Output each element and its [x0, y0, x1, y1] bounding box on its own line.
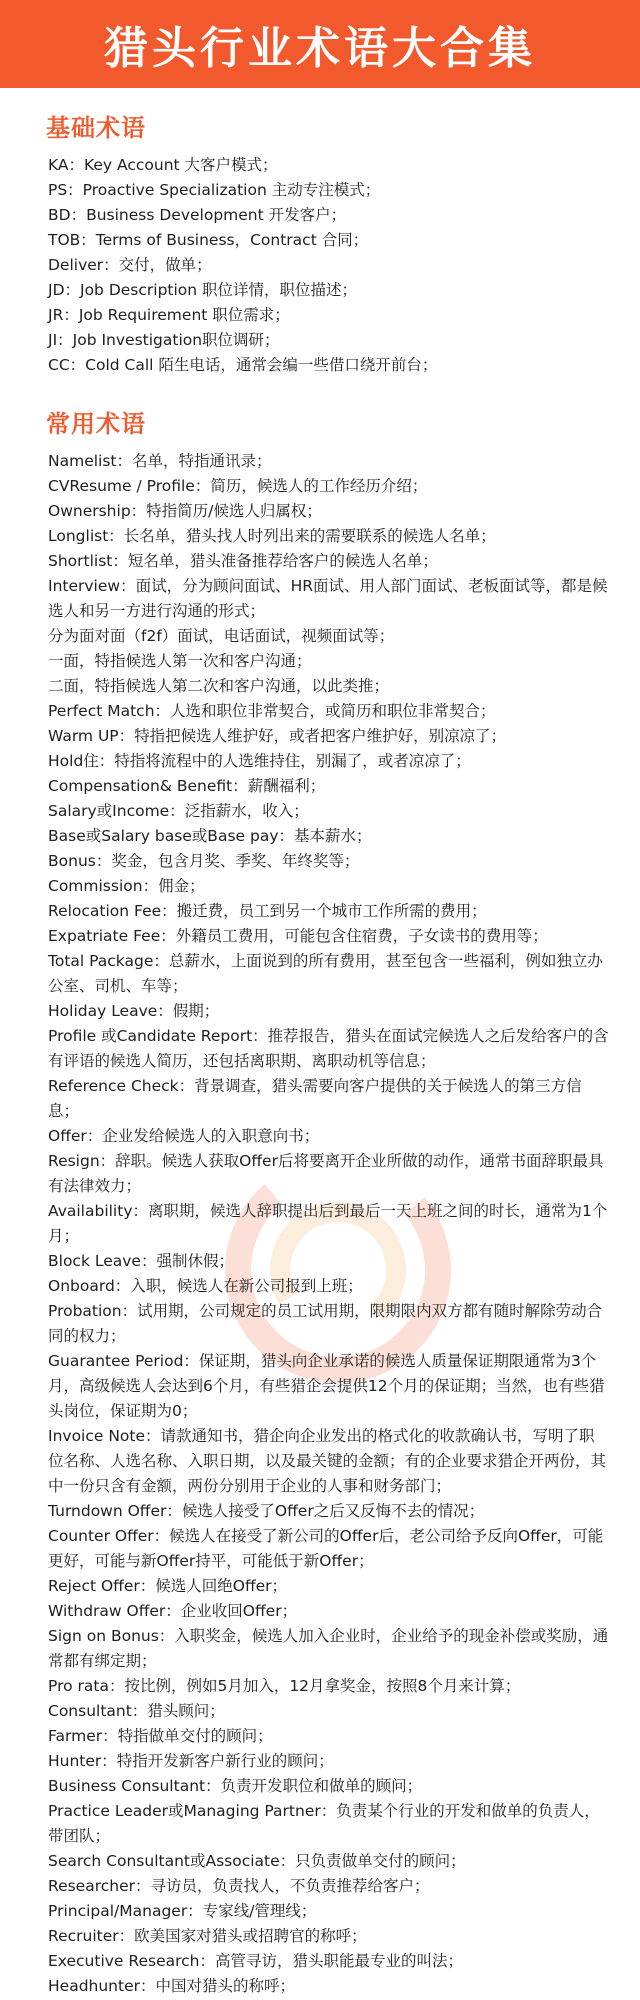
term-entry: Longlist：长名单，猎头找人时列出来的需要联系的候选人名单； [48, 527, 496, 545]
term-entry: Researcher：寻访员，负责找人，不负责推荐给客户； [48, 1877, 430, 1895]
term-entry: JI：Job Investigation职位调研； [48, 331, 280, 349]
section-basic [48, 108, 610, 378]
term-entry: Shortlist：短名单，猎头准备推荐给客户的候选人名单； [48, 552, 438, 570]
term-entry: Withdraw Offer：企业收回Offer； [48, 1602, 298, 1620]
term-entry: CVResume / Profile：简历，候选人的工作经历介绍； [48, 477, 428, 495]
entry-list [48, 153, 610, 378]
term-entry: Turndown Offer：候选人接受了Offer之后又反悔不去的情况； [48, 1502, 485, 1520]
term-entry: Resign：辞职。候选人获取Offer后将要离开企业所做的动作，通常书面辞职最具有法律效力； [48, 1152, 604, 1195]
term-entry: Recruiter：欧美国家对猎头或招聘官的称呼； [48, 1927, 367, 1945]
term-entry: TOB：Terms of Business，Contract 合同； [48, 231, 369, 249]
term-entry: Base或Salary base或Base pay：基本薪水； [48, 827, 372, 845]
term-entry: CC：Cold Call 陌生电话，通常会编一些借口绕开前台； [48, 356, 438, 374]
term-entry: Farmer：特指做单交付的顾问； [48, 1727, 273, 1745]
term-entry: Ownership：特指简历/候选人归属权； [48, 502, 322, 520]
section-title: 基础术语 [46, 114, 146, 142]
term-entry: Sign on Bonus：入职奖金，候选人加入企业时，企业给予的现金补偿或奖励，通常都有绑定期； [48, 1627, 609, 1670]
term-entry: Executive Research：高管寻访，猎头职能最专业的叫法； [48, 1952, 463, 1970]
term-entry: JD：Job Description 职位详情，职位描述； [48, 281, 358, 299]
term-entry: Counter Offer：候选人在接受了新公司的Offer后，老公司给予反向Offer，可能更好，可能与新Offer持平，可能低于新Offer； [48, 1527, 604, 1570]
term-entry: Perfect Match：人选和职位非常契合，或简历和职位非常契合； [48, 702, 496, 720]
term-entry: Hunter：特指开发新客户新行业的顾问； [48, 1752, 334, 1770]
term-entry: Reject Offer：候选人回绝Offer； [48, 1577, 288, 1595]
term-entry: Relocation Fee：搬迁费，员工到另一个城市工作所需的费用； [48, 902, 487, 920]
term-entry: Principal/Manager：专家线/管理线； [48, 1902, 317, 1920]
term-entry: JR：Job Requirement 职位需求； [48, 306, 290, 324]
term-entry: 分为面对面（f2f）面试，电话面试，视频面试等； [48, 627, 395, 645]
term-entry: Invoice Note：请款通知书，猎企向企业发出的格式化的收款确认书，写明了职位名称、人选名称、入职日期，以及最关键的金额；有的企业要求猎企开两份，其中一份只含有金额，两份分别用于企业的人事和财务部门； [48, 1427, 607, 1495]
term-entry: Guarantee Period：保证期，猎头向企业承诺的候选人质量保证期限通常为3个月，高级候选人会达到6个月，有些猎企会提供12个月的保证期；当然，也有些猎头岗位，保证期为0； [48, 1352, 605, 1420]
term-entry: Headhunter：中国对猎头的称呼； [48, 1977, 295, 1995]
entry-list [48, 449, 610, 1999]
term-entry: Search Consultant或Associate：只负责做单交付的顾问； [48, 1852, 466, 1870]
term-entry: Profile 或Candidate Report：推荐报告，猎头在面试完候选人之后发给客户的含有评语的候选人简历，还包括离职期、离职动机等信息； [48, 1027, 609, 1070]
term-entry: Hold住：特指将流程中的人选维持住，别漏了，或者凉凉了； [48, 752, 471, 770]
term-entry: 二面，特指候选人第二次和客户沟通，以此类推； [48, 677, 390, 695]
term-entry: Business Consultant：负责开发职位和做单的顾问； [48, 1777, 423, 1795]
term-entry: Interview：面试，分为顾问面试、HR面试、用人部门面试、老板面试等，都是候选人和另一方进行沟通的形式； [48, 577, 608, 620]
term-entry: Consultant：猎头顾问； [48, 1702, 225, 1720]
term-entry: Offer：企业发给候选人的入职意向书； [48, 1127, 320, 1145]
term-entry: KA：Key Account 大客户模式； [48, 156, 278, 174]
term-entry: Expatriate Fee：外籍员工费用，可能包含住宿费，子女读书的费用等； [48, 927, 548, 945]
term-entry: Onboard：入职，候选人在新公司报到上班； [48, 1277, 363, 1295]
term-entry: Holiday Leave：假期； [48, 1002, 220, 1020]
term-entry: BD：Business Development 开发客户； [48, 206, 347, 224]
term-entry: Availability：离职期，候选人辞职提出后到最后一天上班之间的时长，通常为1个月； [48, 1202, 608, 1245]
term-entry: Deliver：交付，做单； [48, 256, 212, 274]
header-banner [0, 0, 640, 88]
term-entry: Salary或Income：泛指薪水，收入； [48, 802, 309, 820]
term-entry: Practice Leader或Managing Partner：负责某个行业的开发和做单的负责人，带团队； [48, 1802, 600, 1845]
term-entry: Reference Check：背景调查，猎头需要向客户提供的关于候选人的第三方信息； [48, 1077, 582, 1120]
term-entry: Compensation& Benefit：薪酬福利； [48, 777, 326, 795]
page-title: 猎头行业术语大合集 [104, 23, 536, 74]
content [0, 88, 640, 1999]
section-common [48, 404, 610, 1999]
term-entry: PS：Proactive Specialization 主动专注模式； [48, 181, 381, 199]
term-entry: Namelist：名单，特指通讯录； [48, 452, 272, 470]
term-entry: Total Package：总薪水，上面说到的所有费用，甚至包含一些福利，例如独立办公室、司机、车等； [48, 952, 603, 995]
term-entry: Commission：佣金； [48, 877, 205, 895]
term-entry: Probation：试用期，公司规定的员工试用期，限期限内双方都有随时解除劳动合同的权力； [48, 1302, 603, 1345]
term-entry: Bonus：奖金，包含月奖、季奖、年终奖等； [48, 852, 360, 870]
term-entry: Warm UP：特指把候选人维护好，或者把客户维护好，别凉凉了； [48, 727, 507, 745]
section-title: 常用术语 [46, 410, 146, 438]
term-entry: Block Leave：强制休假； [48, 1252, 234, 1270]
term-entry: Pro rata：按比例，例如5月加入，12月拿奖金，按照8个月来计算； [48, 1677, 521, 1695]
term-entry: 一面，特指候选人第一次和客户沟通； [48, 652, 312, 670]
